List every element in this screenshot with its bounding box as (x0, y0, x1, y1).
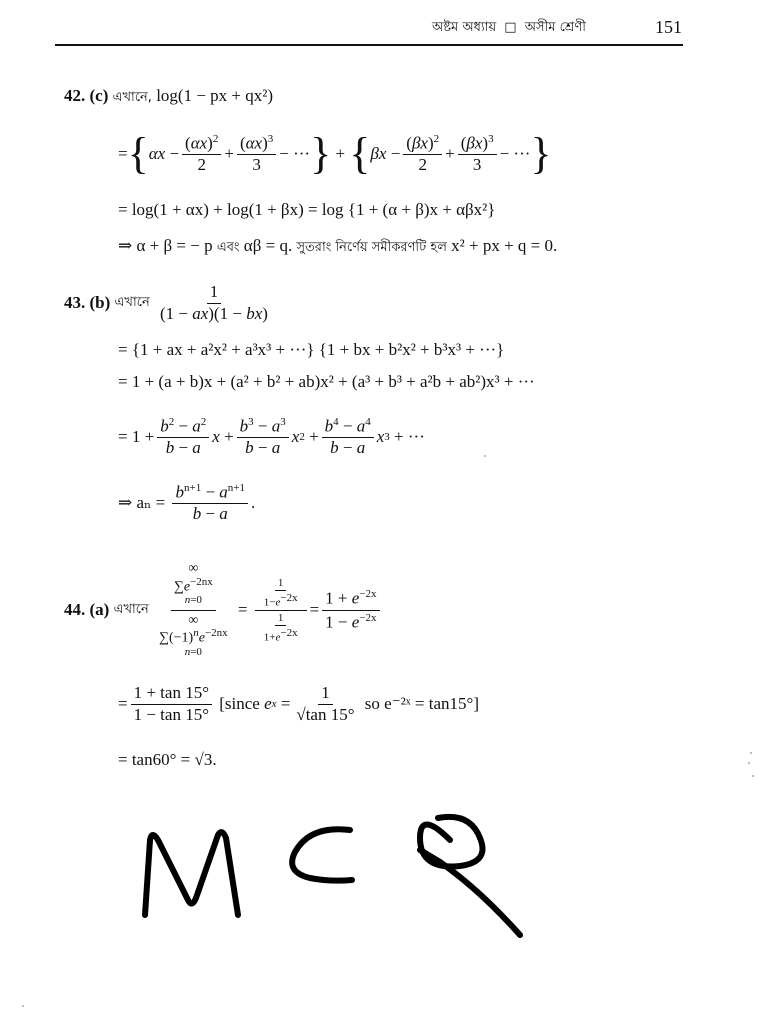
fraction: $\frac{(\alpha x)^3}{3}$ (237, 133, 276, 175)
bengali-text: এবং (216, 240, 240, 255)
q43-coefficient-line: = 1 + $\frac{b^2 - a^2}{b - a}$ x + $\frac{b^3 - a^3}{b - a}$ x 2 + $\frac{b^4 - a^4}{b - a}$ x 3 + ··· (118, 416, 425, 458)
chapter-title: অষ্টম অধ্যায় (432, 20, 497, 35)
separator-box: □ (504, 20, 517, 35)
question-label: 42. (c) (64, 86, 109, 105)
handwritten-letter-m (145, 832, 238, 915)
q44-final-line: = tan60° = √3. (118, 750, 217, 769)
fraction: $\frac{b^2 - a^2}{b - a}$ (157, 416, 209, 458)
handwritten-mcq (120, 790, 540, 960)
sum-fraction: ∞ $\sum e^{-2nx}$ n=0 ∞ $\sum(-1)^ne^{-2nx}$ n=0 (159, 561, 228, 658)
question-word: এখানে, (112, 90, 152, 105)
question-44-heading: 44. (a) এখানে ∞ $\sum e^{-2nx}$ n=0 ∞ $\sum(-1)^ne^{-2nx}$ n=0 = $\frac{\frac{1}{1-e^{-2x}}}{\frac{1}{1+e^{-2x}}}$ = $\frac{1 + e^{-2x}}{1 - e^{-2x}}$ (64, 562, 383, 658)
running-header (432, 18, 586, 39)
fraction: $\frac{(\alpha x)^2}{2}$ (182, 133, 221, 175)
q42-conclusion-line (118, 236, 557, 259)
question-43-heading (64, 283, 274, 323)
question-word: এখানে (113, 601, 149, 617)
question-expression: log(1 − px + qx²) (156, 86, 274, 105)
q42-log-line: = log(1 + αx) + log(1 + βx) = log {1 + (α + β)x + αβx²} (118, 200, 496, 219)
right-brace: } (530, 129, 552, 178)
right-brace: } (310, 129, 332, 178)
math-text: ⇒ α + β = − p (118, 236, 213, 255)
nested-fraction: $\frac{\frac{1}{1-e^{-2x}}}{\frac{1}{1+e^{-2x}}}$ (255, 577, 307, 644)
left-brace: { (349, 129, 371, 178)
header-rule (55, 44, 683, 46)
handwritten-letter-c (292, 829, 352, 880)
fraction: $\frac{1 + e^{-2x}}{1 - e^{-2x}}$ (322, 588, 379, 632)
fraction: $\frac{b^4 - a^4}{b - a}$ (322, 416, 374, 458)
math-text: e⁻²ˣ = tan15°] (384, 694, 480, 714)
page-number: 151 (655, 17, 682, 37)
fraction: $\frac{(\beta x)^3}{3}$ (458, 133, 497, 175)
math-text: so (364, 694, 380, 714)
math-text: [since (219, 694, 260, 714)
bengali-text: সুতরাং নির্ণেয় সমীকরণটি হল (296, 240, 447, 255)
q43-product-line: = {1 + ax + a²x² + a³x³ + ···} {1 + bx + b²x² + b³x³ + ···} (118, 340, 505, 359)
q44-tan-line: = $\frac{1 + \tan 15^\circ}{1 - \tan 15^\circ}$ [since e x = $\frac{1}{√\tan 15^\circ}$ so e⁻²ˣ = tan15°] (118, 683, 480, 724)
q43-expansion-line: = 1 + (a + b)x + (a² + b² + ab)x² + (a³ + b³ + a²b + ab²)x³ + ··· (118, 372, 535, 391)
fraction: $\frac{b^{n+1} - a^{n+1}}{b - a}$ (172, 482, 248, 524)
section-title: অসীম শ্রেণী (524, 20, 586, 35)
q43-result-line: ⇒ aₙ = $\frac{b^{n+1} - a^{n+1}}{b - a}$ . (118, 482, 256, 524)
math-text: ⇒ aₙ = (118, 493, 166, 513)
question-42-heading (64, 86, 273, 109)
question-word: এখানে (114, 294, 150, 310)
equals-sign: = (118, 144, 128, 163)
math-text: αβ = q. (243, 236, 293, 255)
handwritten-letter-q (420, 817, 520, 935)
fraction: $\frac{1}{(1 - ax)(1 - bx)}$ (159, 282, 268, 323)
question-label: 43. (b) (64, 293, 111, 313)
left-brace: { (127, 129, 149, 178)
q42-expansion-line: = { αx − $\frac{(\alpha x)^2}{2}$ + $\frac{(\alpha x)^3}{3}$ − ··· } + { βx − $\frac{(\beta x)^2}{2}$ + $\frac{(\beta x)^3}{3}$ − ··· } (118, 129, 552, 178)
question-label: 44. (a) (64, 600, 110, 620)
fraction: $\frac{1}{√\tan 15^\circ}$ (296, 683, 355, 724)
fraction: $\frac{1 + \tan 15^\circ}{1 - \tan 15^\circ}$ (131, 684, 212, 724)
math-text: x² + px + q = 0. (451, 236, 558, 255)
fraction: $\frac{b^3 - a^3}{b - a}$ (237, 416, 289, 458)
fraction: $\frac{(\beta x)^2}{2}$ (403, 133, 442, 175)
